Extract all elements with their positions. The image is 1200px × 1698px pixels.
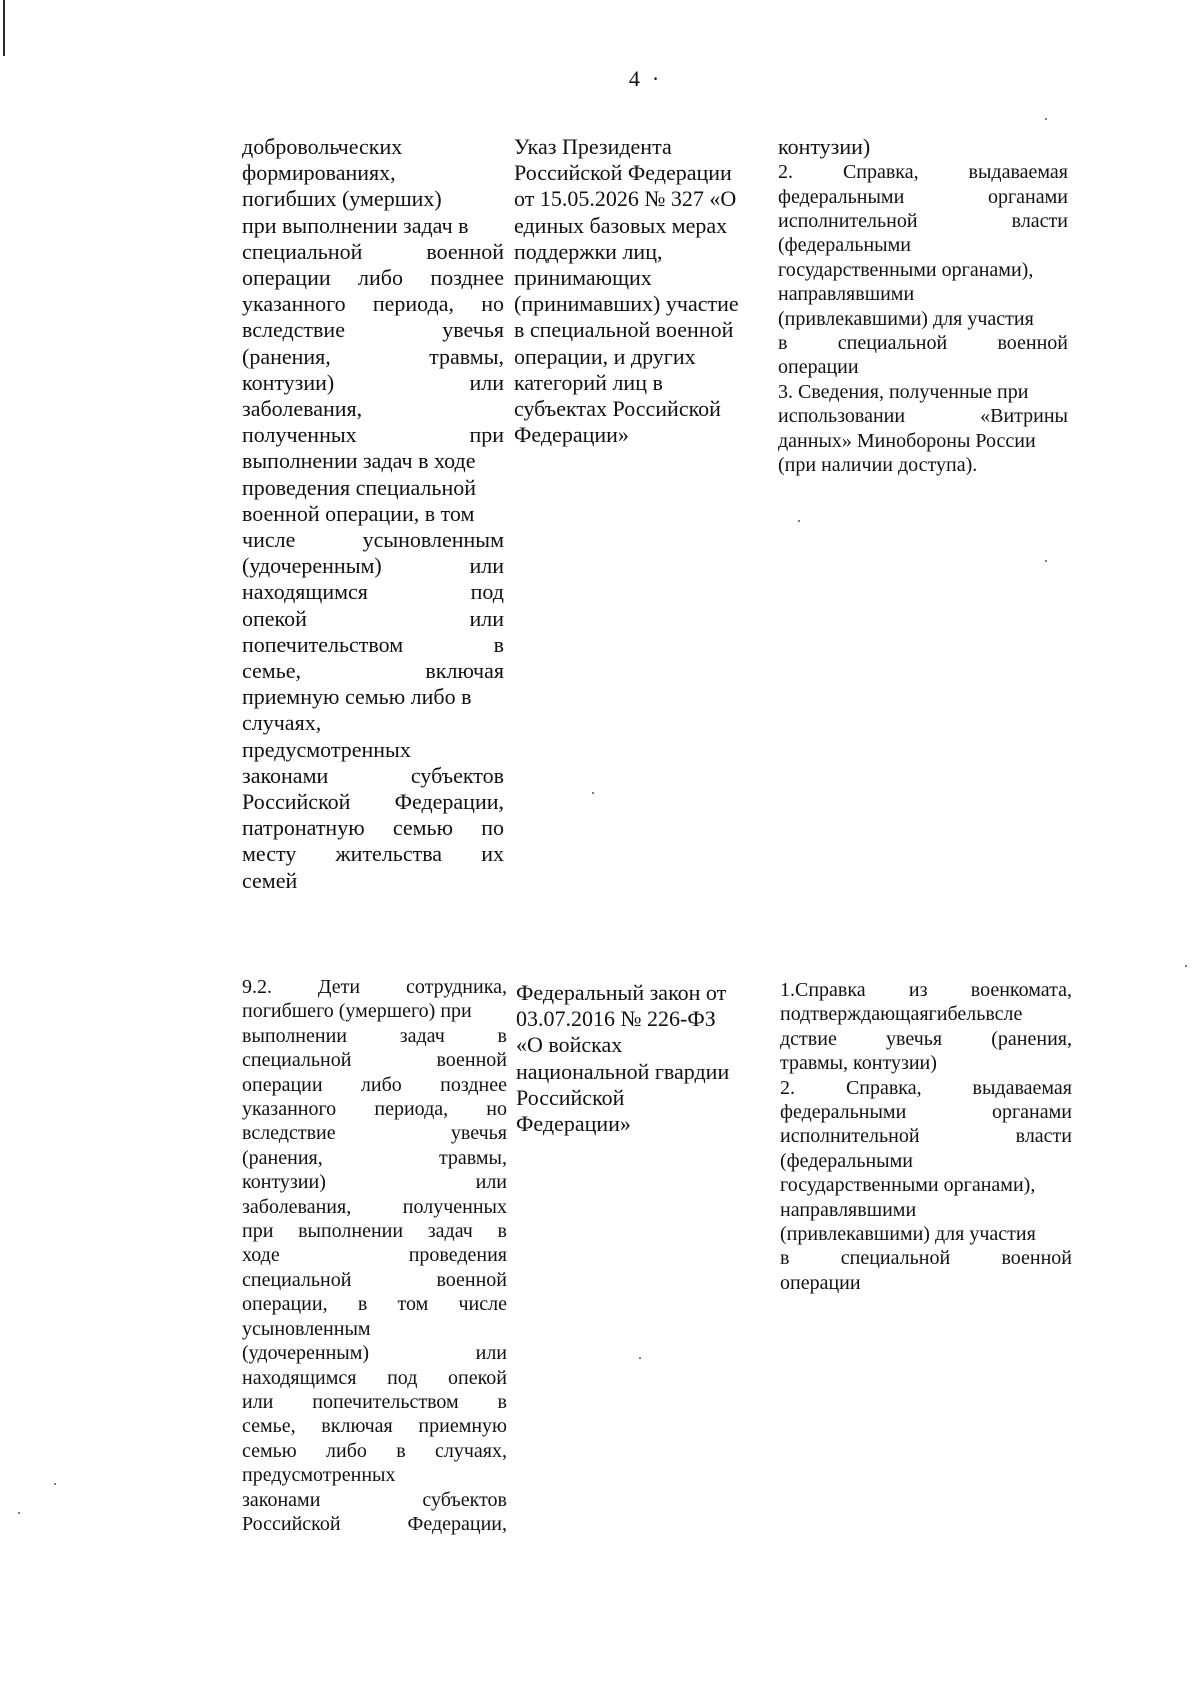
text-word: заболевания, bbox=[242, 1195, 352, 1218]
text-word: исполнительной bbox=[778, 210, 918, 233]
text-line bbox=[242, 1195, 507, 1219]
text-word: субъектов bbox=[422, 1488, 507, 1511]
text-line: направлявшими bbox=[780, 1198, 917, 1221]
text-word: увечья bbox=[442, 317, 504, 343]
scan-speck bbox=[54, 1483, 56, 1485]
text-word: или bbox=[475, 1171, 507, 1194]
text-line bbox=[778, 209, 1068, 233]
text-word: опекой bbox=[448, 1366, 507, 1389]
text-line bbox=[242, 1366, 507, 1390]
scan-speck bbox=[1185, 965, 1187, 967]
text-line bbox=[242, 632, 504, 658]
text-word: в bbox=[493, 631, 504, 657]
text-line bbox=[242, 1414, 507, 1438]
text-line bbox=[242, 1390, 507, 1414]
text-word: проведения bbox=[408, 1244, 507, 1267]
text-word: или bbox=[469, 369, 504, 395]
text-word: опекой bbox=[242, 605, 307, 631]
text-word: в bbox=[497, 1024, 507, 1047]
text-word: выполнении bbox=[242, 1024, 347, 1047]
text-line bbox=[242, 1170, 507, 1194]
text-word: в bbox=[497, 1220, 507, 1243]
text-line bbox=[242, 1219, 507, 1243]
text-word: случаях, bbox=[434, 1439, 507, 1462]
text-word: специальной bbox=[242, 1268, 352, 1291]
text-line bbox=[242, 1292, 507, 1316]
text-word: их bbox=[481, 841, 504, 867]
text-line bbox=[242, 291, 504, 317]
text-word: (ранения, bbox=[991, 1027, 1072, 1050]
text-word: либо bbox=[360, 1073, 402, 1096]
text-line bbox=[242, 579, 504, 605]
text-word: операции bbox=[242, 265, 331, 291]
text-word: или bbox=[242, 1390, 274, 1413]
text-word: задач bbox=[427, 1220, 473, 1243]
text-line: приемную семью либо в bbox=[242, 684, 472, 710]
text-word: полученных bbox=[402, 1195, 507, 1218]
text-word: в bbox=[357, 1293, 368, 1316]
text-word: дствие bbox=[780, 1027, 837, 1050]
text-line bbox=[242, 1341, 507, 1365]
text-line bbox=[780, 1100, 1072, 1124]
text-line: погибшего (умершего) при bbox=[242, 1000, 472, 1023]
text-line bbox=[778, 185, 1068, 209]
text-word: власти bbox=[1015, 1125, 1072, 1148]
text-word: федеральными bbox=[780, 1101, 907, 1124]
text-line: случаях, bbox=[242, 710, 322, 736]
text-word: выдаваемая bbox=[972, 1076, 1072, 1099]
text-line bbox=[242, 370, 504, 396]
text-word: или bbox=[469, 605, 504, 631]
text-word: при bbox=[469, 422, 504, 448]
text-line bbox=[242, 841, 504, 867]
text-line: усыновленным bbox=[242, 1317, 371, 1340]
text-word: (удочеренным) bbox=[242, 1342, 370, 1365]
row1-documents-cell bbox=[778, 134, 1068, 477]
text-line: «О войсках bbox=[516, 1032, 623, 1058]
text-word: указанного bbox=[242, 291, 346, 317]
text-word: семью bbox=[392, 815, 454, 841]
text-line bbox=[242, 606, 504, 632]
text-word: (удочеренным) bbox=[242, 553, 382, 579]
text-word: специальной bbox=[840, 1247, 951, 1270]
text-line bbox=[780, 1076, 1072, 1100]
text-line bbox=[242, 1488, 507, 1512]
text-word: в bbox=[497, 1390, 507, 1413]
text-word: контузии) bbox=[242, 369, 335, 395]
scan-speck bbox=[18, 1512, 20, 1514]
text-word: Федерации, bbox=[394, 789, 504, 815]
text-line: Указ Президента bbox=[514, 134, 672, 159]
text-line bbox=[242, 317, 504, 343]
text-word: или bbox=[475, 1342, 507, 1365]
text-word: законами bbox=[242, 762, 329, 788]
text-word: попечительством bbox=[312, 1390, 459, 1413]
text-line: (федеральными bbox=[778, 234, 911, 257]
text-line: государственными органами), bbox=[778, 258, 1034, 281]
text-word: или bbox=[469, 553, 504, 579]
row2-category-cell bbox=[242, 975, 507, 1536]
text-line: операции bbox=[778, 356, 859, 379]
row1-legal-basis-cell bbox=[514, 134, 759, 448]
scan-speck bbox=[1045, 560, 1047, 562]
scan-speck bbox=[592, 792, 594, 794]
text-line: заболевания, bbox=[242, 396, 363, 422]
text-line: (принимавших) участие bbox=[514, 291, 739, 317]
text-word: травмы, bbox=[429, 343, 504, 369]
text-line bbox=[780, 1027, 1072, 1051]
text-word: но bbox=[486, 1098, 507, 1121]
text-word: Дети bbox=[317, 976, 361, 998]
text-line bbox=[778, 160, 1068, 184]
text-line bbox=[242, 815, 504, 841]
text-word: задач bbox=[399, 1024, 445, 1047]
text-word: органами bbox=[991, 1101, 1072, 1124]
text-line: (привлекавшими) для участия bbox=[778, 307, 1034, 330]
text-line: (федеральными bbox=[780, 1149, 913, 1172]
text-word: том bbox=[397, 1293, 429, 1316]
text-line bbox=[778, 404, 1068, 428]
text-word: выдаваемая bbox=[968, 161, 1068, 184]
text-word: специальной bbox=[242, 238, 363, 264]
text-line: данных» Минобороны России bbox=[778, 429, 1036, 452]
text-word: жительства bbox=[335, 841, 443, 867]
text-line: семей bbox=[242, 867, 298, 893]
text-line: добровольческих bbox=[242, 134, 403, 159]
text-line: (привлекавшими) для участия bbox=[780, 1223, 1036, 1246]
text-word: военной bbox=[997, 332, 1068, 355]
text-line: операции, и других bbox=[514, 343, 696, 369]
text-line: Российской Федерации bbox=[514, 160, 732, 186]
text-word: 2. bbox=[780, 1076, 795, 1099]
scan-speck bbox=[639, 1357, 641, 1359]
text-word: травмы, bbox=[438, 1146, 507, 1169]
text-word: включая bbox=[425, 658, 504, 684]
text-word: по bbox=[481, 815, 504, 841]
text-word: в bbox=[396, 1439, 406, 1462]
text-word: (ранения, bbox=[242, 343, 331, 369]
page-number-value: 4 bbox=[628, 66, 640, 91]
text-word: семье, bbox=[242, 658, 302, 684]
text-word: числе bbox=[458, 1293, 507, 1316]
row1-documents-first-line: контузии) bbox=[778, 134, 871, 159]
text-word: 2. bbox=[778, 161, 793, 184]
text-word: в bbox=[780, 1247, 790, 1270]
scan-speck bbox=[798, 520, 800, 522]
text-word: под bbox=[387, 1366, 418, 1389]
text-line: при выполнении задач в bbox=[242, 212, 469, 238]
text-line bbox=[242, 265, 504, 291]
text-line bbox=[242, 1097, 507, 1121]
text-line: Российской bbox=[516, 1084, 625, 1110]
text-word: использовании bbox=[778, 405, 906, 428]
text-line bbox=[242, 1512, 507, 1536]
text-word: месту bbox=[242, 841, 297, 867]
text-line bbox=[242, 1268, 507, 1292]
text-line: направлявшими bbox=[778, 283, 915, 306]
text-word: военкомата, bbox=[970, 979, 1072, 1001]
text-line: погибших (умерших) bbox=[242, 186, 442, 212]
text-word: полученных bbox=[242, 422, 357, 448]
text-word: попечительством bbox=[242, 631, 404, 657]
text-word: военной bbox=[436, 1049, 507, 1072]
text-word: Справка, bbox=[845, 1076, 922, 1099]
text-word: субъектов bbox=[410, 762, 504, 788]
text-line bbox=[780, 1246, 1072, 1270]
text-line bbox=[242, 239, 504, 265]
text-line bbox=[242, 1024, 507, 1048]
text-word: увечья bbox=[450, 1122, 507, 1145]
text-line: поддержки лиц, bbox=[514, 238, 663, 264]
text-word: находящимся bbox=[242, 579, 368, 605]
text-line: выполнении задач в ходе bbox=[242, 448, 476, 474]
text-line: проведения специальной bbox=[242, 474, 476, 500]
text-line bbox=[242, 1121, 507, 1145]
text-word: специальной bbox=[837, 332, 948, 355]
text-word: вследствие bbox=[242, 317, 345, 343]
text-line bbox=[242, 1048, 507, 1072]
text-line: государственными органами), bbox=[780, 1174, 1036, 1197]
text-word: указанного bbox=[242, 1098, 337, 1121]
text-line: 03.07.2016 № 226-ФЗ bbox=[516, 1006, 716, 1032]
text-line bbox=[242, 1146, 507, 1170]
text-word: либо bbox=[358, 265, 403, 291]
text-line bbox=[780, 978, 1072, 1002]
text-word: военной bbox=[1001, 1247, 1072, 1270]
text-word: патронатную bbox=[242, 815, 365, 841]
text-line: формированиях, bbox=[242, 160, 396, 186]
text-word: числе bbox=[242, 527, 296, 553]
row2-legal-basis-cell bbox=[516, 980, 766, 1137]
row1-documents-list bbox=[778, 160, 1068, 477]
text-line: Федеральный закон от bbox=[516, 980, 727, 1005]
text-word: (ранения, bbox=[242, 1146, 323, 1169]
text-line: принимающих bbox=[514, 265, 652, 291]
text-word: приемную bbox=[418, 1415, 507, 1438]
text-line bbox=[242, 553, 504, 579]
text-word: семье, bbox=[242, 1415, 296, 1438]
text-word: под bbox=[470, 579, 504, 605]
text-word: Федерации, bbox=[407, 1512, 507, 1535]
text-word: исполнительной bbox=[780, 1125, 920, 1148]
text-word: контузии) bbox=[242, 1171, 326, 1194]
text-line: единых базовых мерах bbox=[514, 212, 728, 238]
text-line: в специальной военной bbox=[514, 317, 734, 343]
text-word: операции bbox=[242, 1073, 323, 1096]
text-word: военной bbox=[426, 238, 504, 264]
text-word: позднее bbox=[430, 265, 504, 291]
text-line: 3. Сведения, полученные при bbox=[778, 380, 1029, 403]
text-line: Федерации» bbox=[514, 422, 629, 448]
text-line: субъектах Российской bbox=[514, 396, 721, 422]
text-word: включая bbox=[321, 1415, 393, 1438]
text-line bbox=[242, 975, 507, 999]
text-line bbox=[242, 344, 504, 370]
text-line: от 15.05.2026 № 327 «О bbox=[514, 186, 737, 212]
text-word: сотрудника, bbox=[406, 976, 507, 998]
page-number bbox=[0, 66, 1200, 92]
text-line bbox=[780, 1124, 1072, 1148]
text-word: ходе bbox=[242, 1244, 280, 1267]
text-line bbox=[242, 1243, 507, 1267]
text-line bbox=[778, 331, 1068, 355]
text-line bbox=[242, 789, 504, 815]
text-word: семью bbox=[242, 1439, 297, 1462]
text-word: специальной bbox=[242, 1049, 352, 1072]
text-word: власти bbox=[1011, 210, 1068, 233]
text-line bbox=[242, 527, 504, 553]
text-line: предусмотренных bbox=[242, 736, 411, 762]
text-word: выполнении bbox=[298, 1220, 404, 1243]
text-line: Федерации» bbox=[516, 1111, 631, 1137]
text-word: военной bbox=[436, 1268, 507, 1291]
text-word: находящимся bbox=[242, 1366, 357, 1389]
text-line bbox=[242, 1439, 507, 1463]
text-word: в bbox=[778, 332, 788, 355]
text-line: травмы, контузии) bbox=[780, 1052, 937, 1075]
page-number-mark: · bbox=[651, 66, 660, 91]
row2-documents-cell bbox=[780, 978, 1072, 1295]
text-line bbox=[242, 658, 504, 684]
row1-category-cell bbox=[242, 134, 504, 894]
text-line: категорий лиц в bbox=[514, 369, 663, 395]
text-line: подтверждающаягибельвсле bbox=[780, 1003, 1023, 1026]
text-word: законами bbox=[242, 1488, 321, 1511]
text-line bbox=[242, 422, 504, 448]
text-word: органами bbox=[987, 185, 1068, 208]
text-line bbox=[242, 763, 504, 789]
text-word: Справка, bbox=[842, 161, 919, 184]
text-word: либо bbox=[326, 1439, 367, 1462]
text-line: военной операции, в том bbox=[242, 500, 475, 526]
text-word: Российской bbox=[242, 789, 351, 815]
text-word: усыновленным bbox=[362, 527, 504, 553]
text-line: (при наличии доступа). bbox=[778, 454, 978, 477]
text-word: 1.Справка bbox=[780, 979, 866, 1001]
text-word: при bbox=[242, 1220, 274, 1243]
text-word: 9.2. bbox=[242, 976, 272, 998]
text-word: но bbox=[481, 291, 504, 317]
text-line bbox=[242, 1073, 507, 1097]
scan-speck bbox=[1045, 118, 1047, 120]
text-word: периода, bbox=[372, 291, 454, 317]
text-word: «Витрины bbox=[980, 405, 1068, 428]
text-word: позднее bbox=[440, 1073, 507, 1096]
text-line: предусмотренных bbox=[242, 1464, 396, 1487]
text-word: Российской bbox=[242, 1512, 341, 1535]
text-line: национальной гвардии bbox=[516, 1058, 730, 1084]
text-word: вследствие bbox=[242, 1122, 336, 1145]
text-word: увечья bbox=[886, 1027, 943, 1050]
text-word: федеральными bbox=[778, 185, 905, 208]
text-word: из bbox=[908, 979, 928, 1001]
text-word: периода, bbox=[374, 1098, 449, 1121]
text-line: операции bbox=[780, 1271, 861, 1294]
scan-border bbox=[3, 0, 5, 56]
text-word: операции, bbox=[242, 1293, 328, 1316]
